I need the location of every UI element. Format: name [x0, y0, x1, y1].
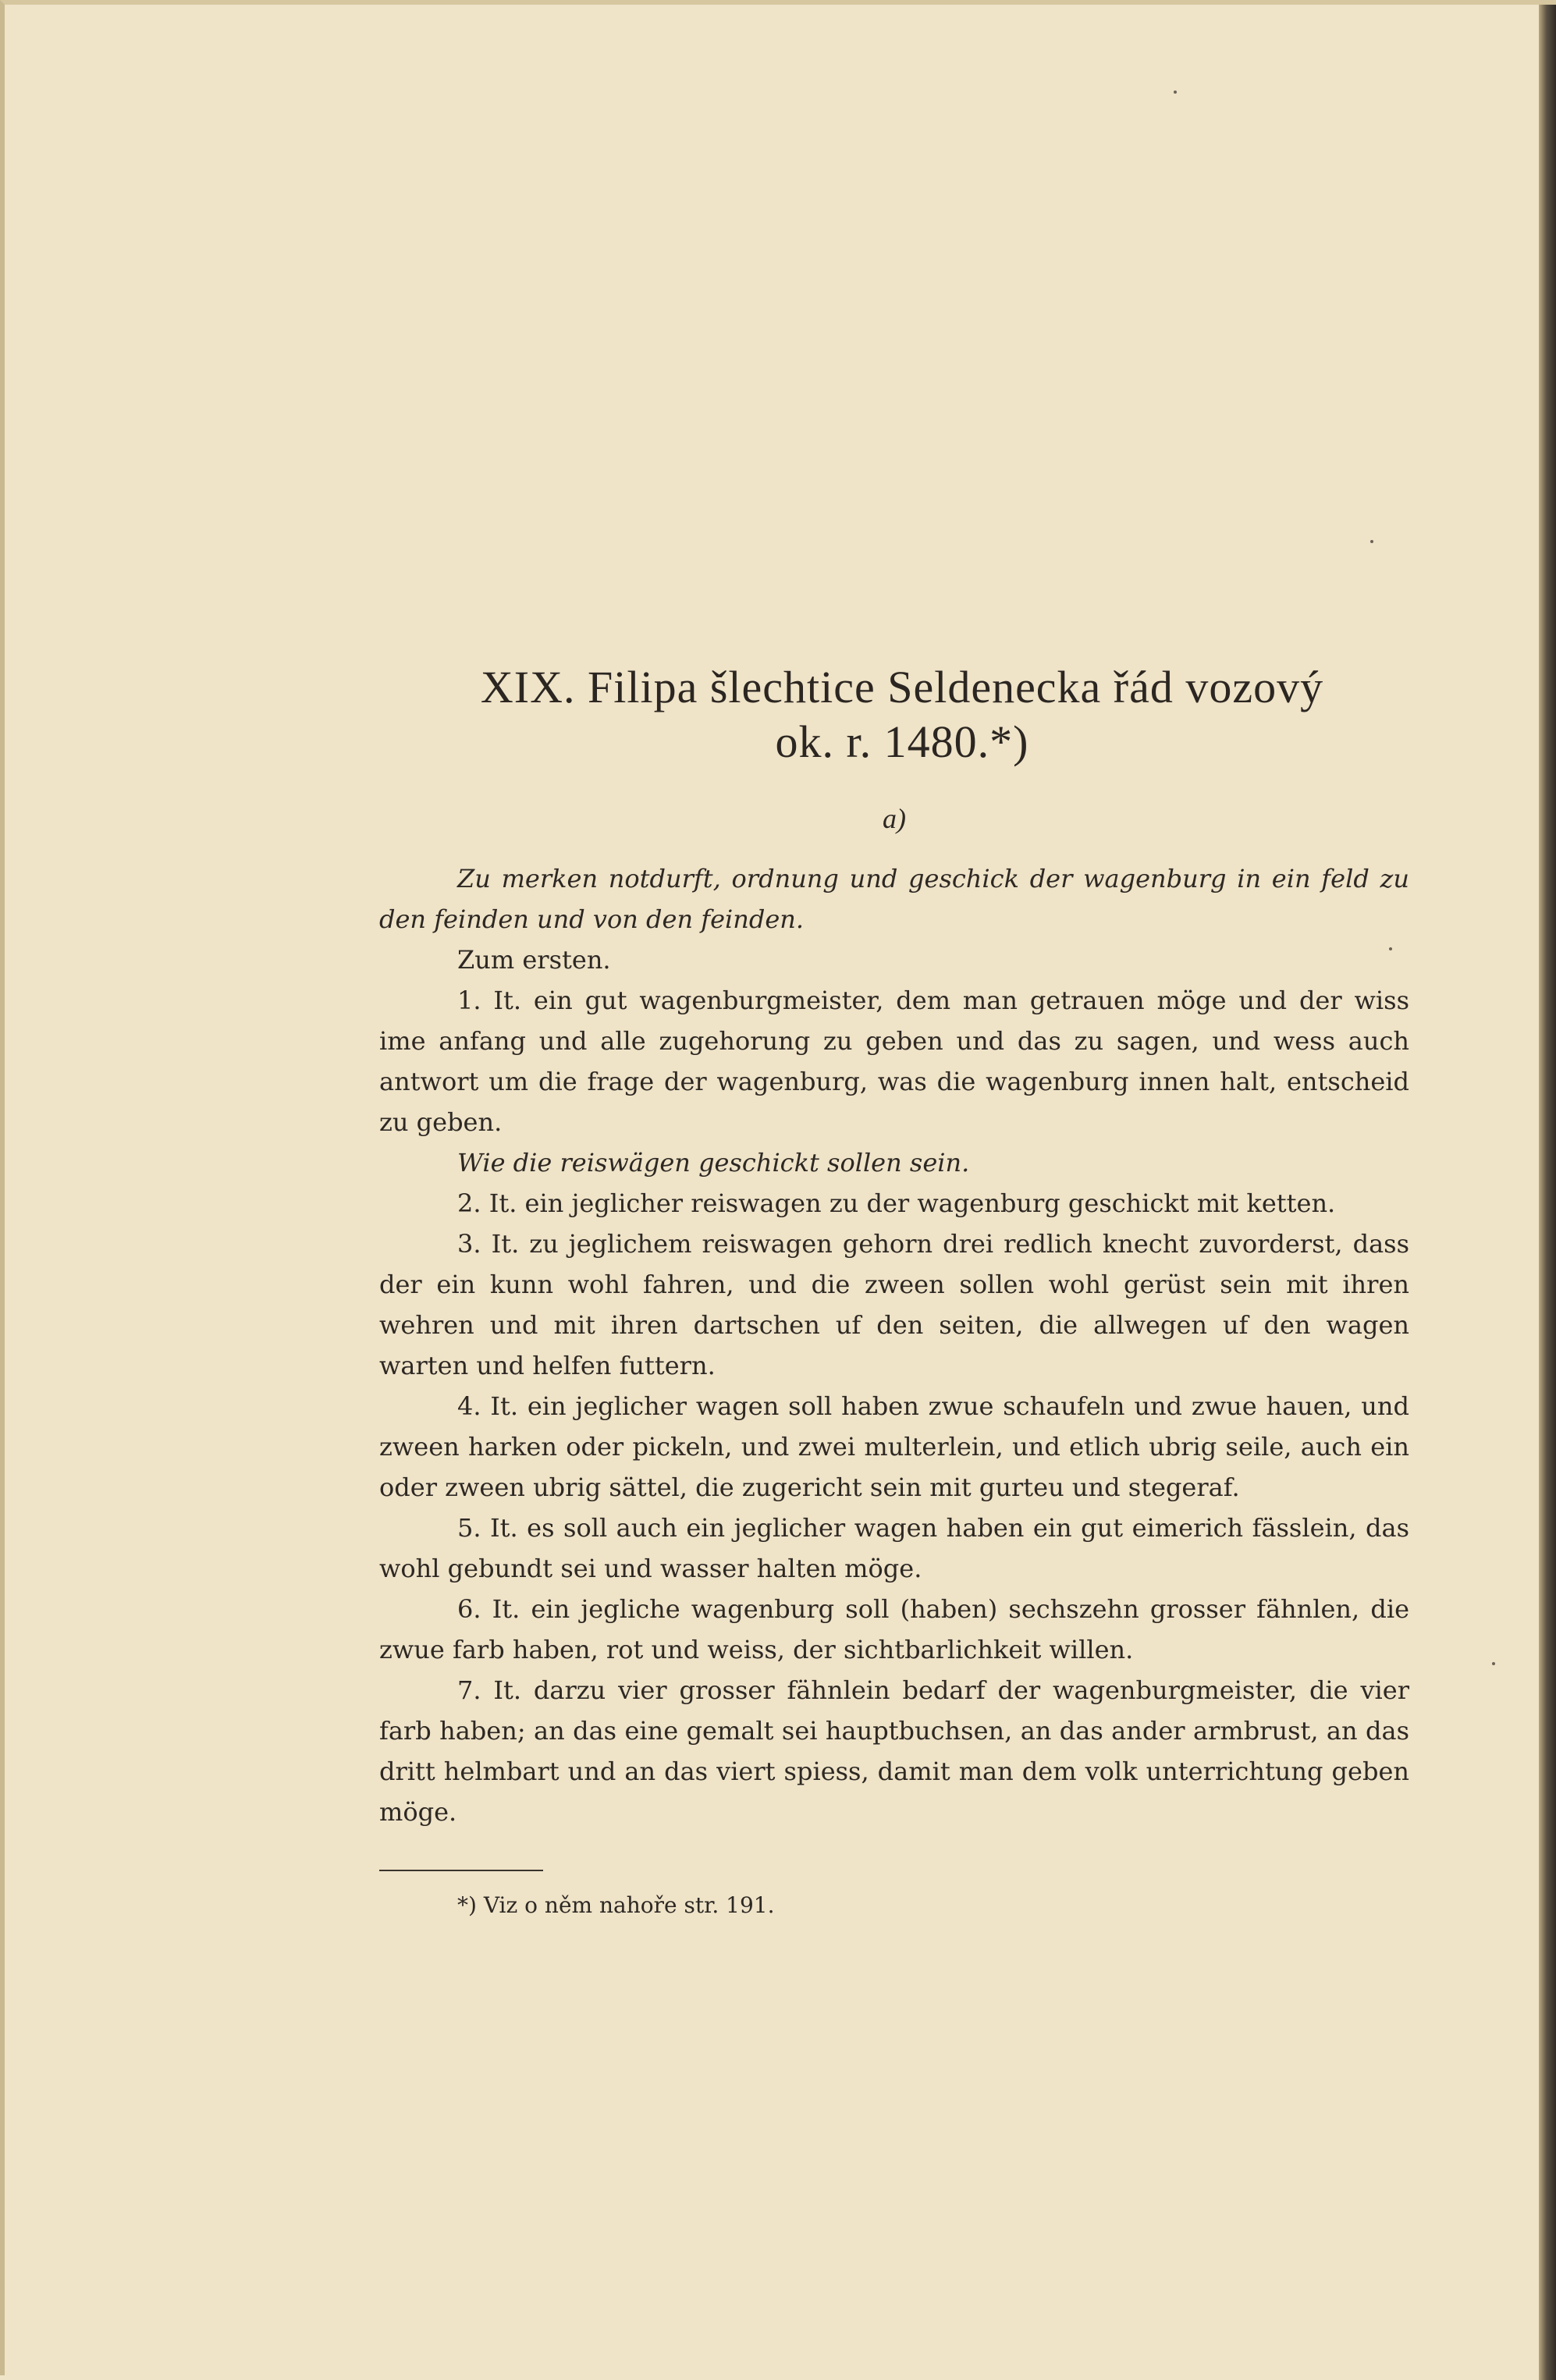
text-block: [379, 660, 1409, 1921]
item-2: 2. It. ein jeglicher reiswagen zu der wagenburg geschickt mit ketten.: [457, 1188, 1336, 1218]
zum-ersten-heading: Zum ersten.: [457, 945, 611, 975]
footnote: *) Viz o něm nahoře str. 191.: [457, 1892, 775, 1918]
paper-speck: [1174, 91, 1177, 94]
chapter-title-line2: ok. r. 1480.*): [775, 716, 1029, 767]
section-label: a): [883, 803, 906, 834]
item-4: 4. It. ein jeglicher wagen soll haben zwue schaufeln und zwue hauen, und zween harken oder pickeln, und zwei multerlein, und etlich ubrig seile, auch ein oder zween ubrig sättel, die zugericht sein mit gurteu und stegeraf.: [379, 1391, 1409, 1502]
item-5: 5. It. es soll auch ein jeglicher wagen haben ein gut eimerich fässlein, das wohl gebundt sei und wasser halten möge.: [379, 1513, 1409, 1583]
item-6: 6. It. ein jegliche wagenburg soll (haben) sechszehn grosser fähnlen, die zwue farb haben, rot und weiss, der sichtbarlichkeit willen.: [379, 1594, 1409, 1664]
item-1: 1. It. ein gut wagenburgmeister, dem man getrauen möge und der wiss ime anfang und alle zugehorung zu geben und das zu sagen, und wess auch antwort um die frage der wagenburg, was die wagenburg innen halt, entscheid zu geben.: [379, 986, 1409, 1137]
reiswagen-heading: Wie die reiswägen geschickt sollen sein.: [457, 1148, 970, 1178]
chapter-title-line1: XIX. Filipa šlechtice Seldenecka řád vozový: [480, 662, 1324, 712]
item-7: 7. It. darzu vier grosser fähnlein bedarf der wagenburgmeister, die vier farb haben; an das eine gemalt sei hauptbuchsen, an das ander armbrust, an das dritt helmbart und an das viert spiess, damit man dem volk unterrichtung geben möge.: [379, 1675, 1409, 1827]
item-3: 3. It. zu jeglichem reiswagen gehorn drei redlich knecht zuvorderst, dass der ein kunn wohl fahren, und die zween sollen wohl gerüst sein mit ihren wehren und mit ihren dartschen uf den seiten, die allwegen uf den wagen warten und helfen futtern.: [379, 1229, 1409, 1380]
paper-speck: [1370, 540, 1373, 543]
page-edge-shadow: [1539, 5, 1556, 2380]
chapter-title: [395, 660, 1409, 769]
intro-paragraph: Zu merken notdurft, ordnung und geschick der wagenburg in ein feld zu den feinden und von den feinden.: [379, 864, 1409, 934]
paper-speck: [1492, 1662, 1495, 1665]
footnote-rule: [379, 1870, 543, 1871]
